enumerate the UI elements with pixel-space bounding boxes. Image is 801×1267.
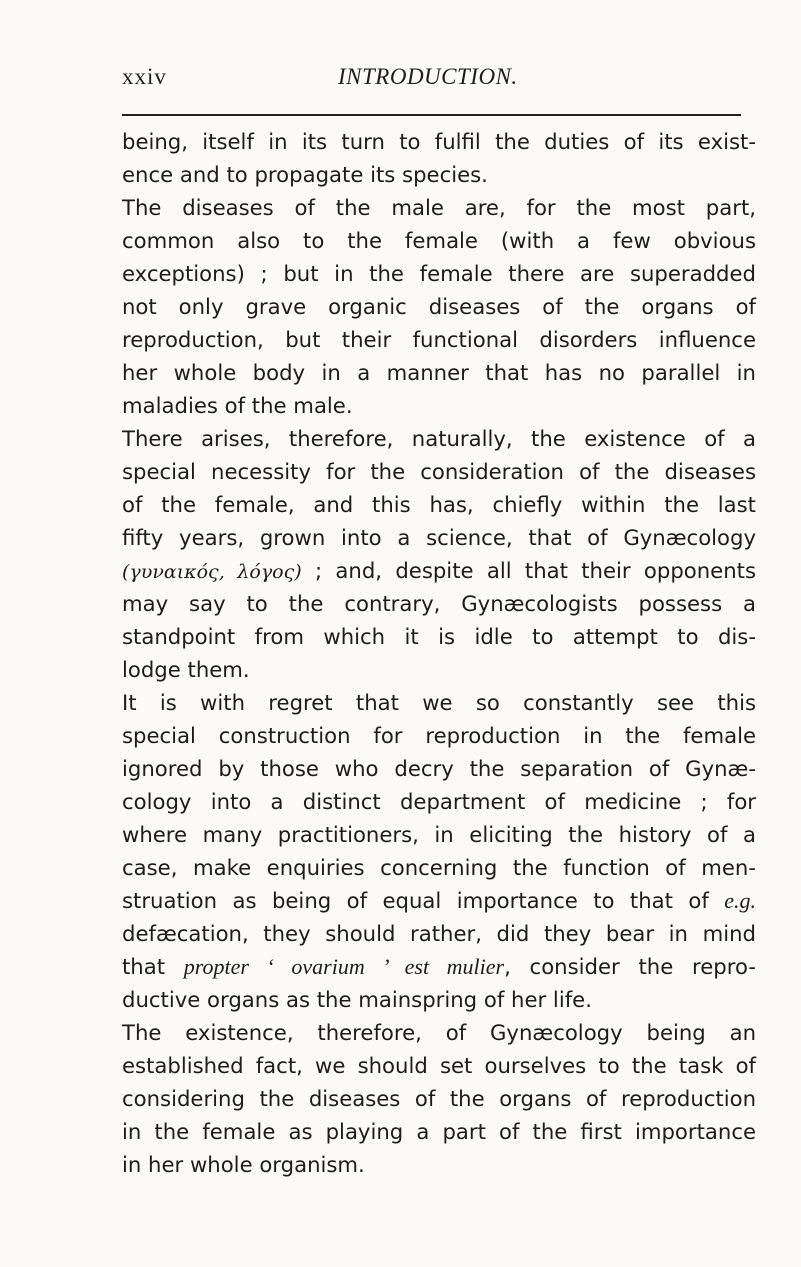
text-line: case, make enquiries concerning the function of men- [122,855,756,880]
text-line: in her whole organism. [122,1152,365,1177]
text-line: special construction for reproduction in the female [122,723,756,748]
text-fragment: , consider the repro- [504,954,756,979]
text-line: ence and to propagate its species. [122,162,488,187]
text-line: There arises, therefore, naturally, the existence of a [122,426,756,451]
text-fragment: ‘ [248,954,292,979]
text-line: ignored by those who decry the separation of Gynæ- [122,756,756,781]
italic-fragment: ovarium [291,954,365,979]
page-number: xxiv [122,64,167,89]
text-line: fifty years, grown into a science, that of Gynæcology [122,525,756,550]
text-line: not only grave organic diseases of the organs of [122,294,756,319]
text-fragment: ; and, despite all that their opponents [301,558,756,583]
text-fragment: ’ [364,954,405,979]
text-line: of the female, and this has, chiefly within the last [122,492,756,517]
text-line: special necessity for the consideration of the diseases [122,459,756,484]
text-line: The diseases of the male are, for the most part, [122,195,756,220]
running-head [122,58,734,98]
text-line: established fact, we should set ourselves to the task of [122,1053,756,1078]
greek-etymology: (γυναικός, λόγος) [122,561,302,583]
text-line: The existence, therefore, of Gynæcology being an [122,1020,756,1045]
text-line: ductive organs as the mainspring of her life. [122,987,592,1012]
text-line: cology into a distinct department of medicine ; for [122,789,756,814]
text-line: reproduction, but their functional disorders influence [122,327,756,352]
text-fragment: that [122,954,184,979]
text-line: lodge them. [122,657,250,682]
text-line [122,950,756,983]
text-line [122,554,756,587]
text-line: in the female as playing a part of the first importance [122,1119,756,1144]
text-fragment: struation as being of equal importance to that of [122,888,725,913]
header-rule [122,114,741,116]
text-line: exceptions) ; but in the female there are superadded [122,261,756,286]
body-text [122,125,756,1181]
running-title: INTRODUCTION. [338,64,518,89]
text-line: maladies of the male. [122,393,353,418]
text-line: considering the diseases of the organs of reproduction [122,1086,756,1111]
text-line: It is with regret that we so constantly see this [122,690,756,715]
italic-fragment: e.g. [724,888,756,913]
text-line: defæcation, they should rather, did they bear in mind [122,921,756,946]
text-line: her whole body in a manner that has no parallel in [122,360,756,385]
text-line: may say to the contrary, Gynæcologists possess a [122,591,756,616]
text-line [122,884,756,917]
text-line: where many practitioners, in eliciting the history of a [122,822,756,847]
text-line: standpoint from which it is idle to attempt to dis- [122,624,756,649]
text-line: being, itself in its turn to fulfil the duties of its exist- [122,129,756,154]
italic-fragment: est mulier [404,954,505,979]
text-line: common also to the female (with a few obvious [122,228,756,253]
italic-fragment: propter [183,954,249,979]
